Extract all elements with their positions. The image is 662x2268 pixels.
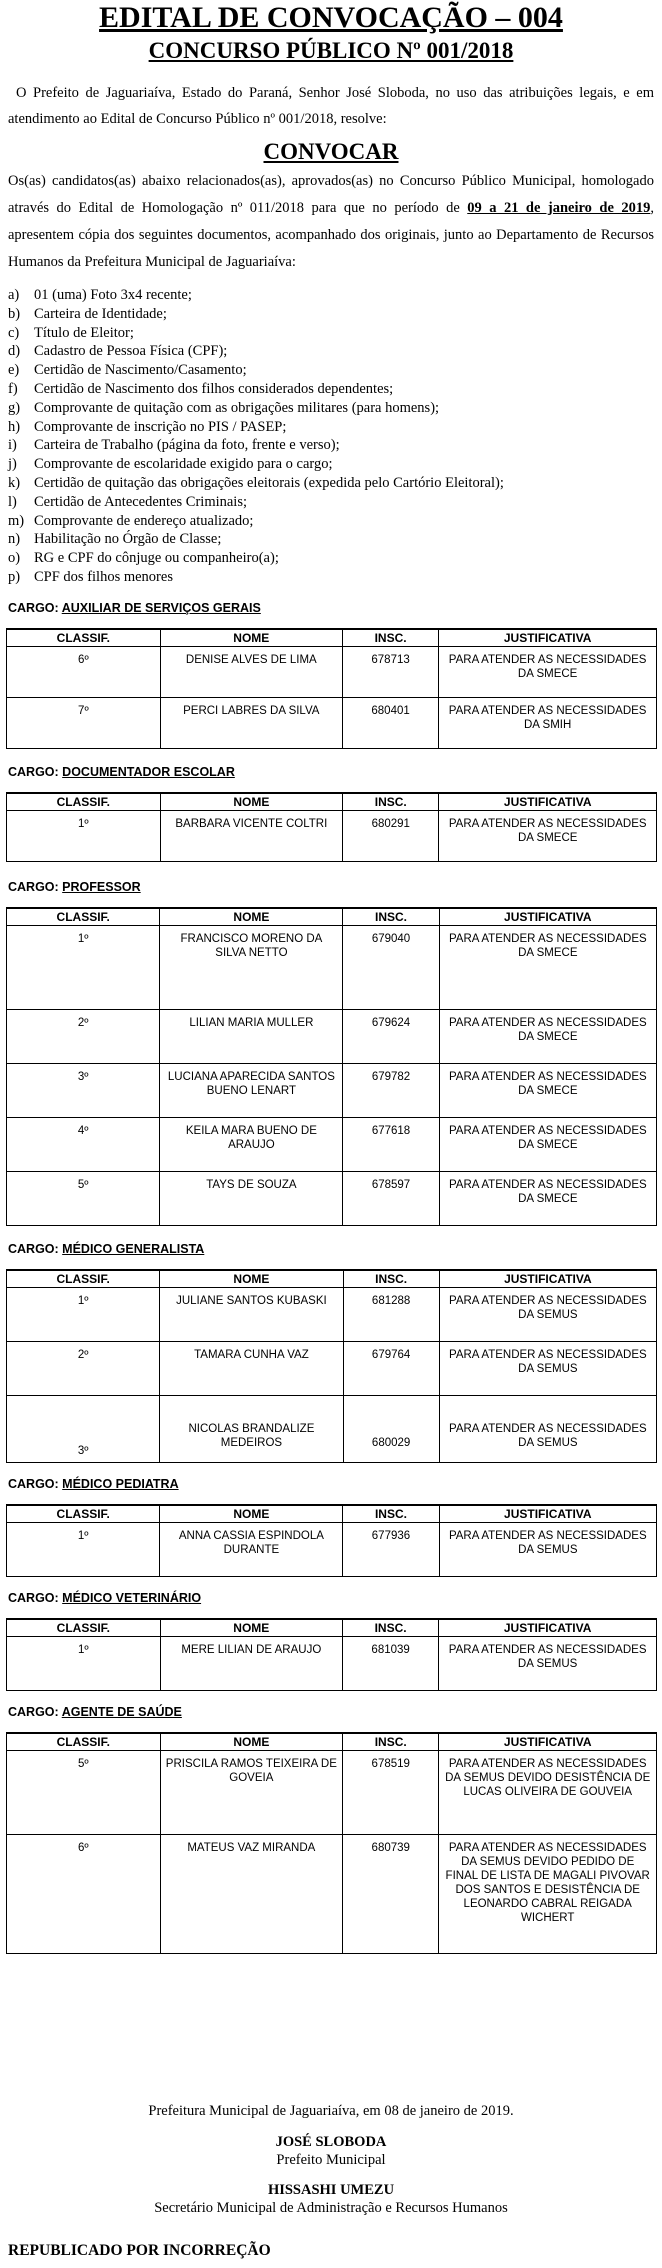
column-header: CLASSIF. <box>7 1505 160 1523</box>
cell-just: PARA ATENDER AS NECESSIDADES DA SMECE <box>439 1117 656 1171</box>
table-row <box>7 1009 657 1063</box>
document-letter: n) <box>8 531 21 548</box>
document-letter: f) <box>8 380 18 397</box>
document-text: 01 (uma) Foto 3x4 recente; <box>34 287 192 303</box>
column-header: JUSTIFICATIVA <box>439 1619 657 1637</box>
column-header: JUSTIFICATIVA <box>439 793 657 811</box>
cell-insc: 679040 <box>343 925 439 1009</box>
document-text: Comprovante de escolaridade exigido para o cargo; <box>34 456 333 473</box>
cell-insc: 677618 <box>343 1117 439 1171</box>
cell-classif: 3º <box>7 1395 160 1462</box>
intro-paragraph: O Prefeito de Jaguariaíva, Estado do Paraná, Senhor José Sloboda, no uso das atribuições legais, e em atendimento ao Edital de Concurso Público nº 001/2018, resolve: <box>8 85 654 127</box>
cell-nome: TAMARA CUNHA VAZ <box>160 1341 343 1395</box>
table-header-row <box>7 1270 657 1288</box>
column-header: CLASSIF. <box>7 1270 160 1288</box>
cell-just: PARA ATENDER AS NECESSIDADES DA SMECE <box>439 925 656 1009</box>
document-letter: c) <box>8 324 20 341</box>
document-letter: d) <box>8 343 21 360</box>
cell-classif: 2º <box>7 1341 160 1395</box>
cell-nome: BARBARA VICENTE COLTRI <box>160 810 343 861</box>
cargo-label <box>8 601 662 615</box>
document-text: Habilitação no Órgão de Classe; <box>34 531 222 548</box>
column-header: JUSTIFICATIVA <box>439 1505 656 1523</box>
cell-just: PARA ATENDER AS NECESSIDADES DA SEMUS <box>439 1395 656 1462</box>
cell-classif: 5º <box>7 1171 160 1225</box>
cell-just: PARA ATENDER AS NECESSIDADES DA SMECE <box>439 1171 656 1225</box>
table-row <box>7 1395 657 1462</box>
cargo-prefix: CARGO: <box>8 879 63 894</box>
cargo-block <box>0 1242 662 1463</box>
column-header: INSC. <box>343 1270 439 1288</box>
cell-just: PARA ATENDER AS NECESSIDADES DA SEMUS DEVIDO PEDIDO DE FINAL DE LISTA DE MAGALI PIVOVAR DOS SANTOS E DESISTÊNCIA DE LEONARDO CABRAL REIGADA WICHERT <box>439 1834 657 1953</box>
document-item <box>8 286 654 305</box>
document-item <box>8 493 654 512</box>
column-header: JUSTIFICATIVA <box>439 908 656 926</box>
document-item <box>8 455 654 474</box>
cell-just: PARA ATENDER AS NECESSIDADES DA SEMUS <box>439 1522 656 1576</box>
table-row <box>7 1171 657 1225</box>
cargo-block <box>0 1477 662 1577</box>
document-item <box>8 512 654 531</box>
cell-nome: NICOLAS BRANDALIZE MEDEIROS <box>160 1395 343 1462</box>
document-letter: l) <box>8 493 17 510</box>
document-text: Comprovante de endereço atualizado; <box>34 512 254 529</box>
cell-just: PARA ATENDER AS NECESSIDADES DA SMIH <box>439 697 657 748</box>
cell-nome: LILIAN MARIA MULLER <box>160 1009 343 1063</box>
table-header-row <box>7 629 657 647</box>
column-header: JUSTIFICATIVA <box>439 1270 656 1288</box>
cell-just: PARA ATENDER AS NECESSIDADES DA SMECE <box>439 1063 656 1117</box>
column-header: INSC. <box>343 1505 439 1523</box>
body-text-1: Os(as) candidatos(as) abaixo relacionados(as), aprovados(as) no Concurso Público Municipal, homologado através do Edital de Homologação nº 011/2018 para que no período de <box>8 173 654 216</box>
cell-just: PARA ATENDER AS NECESSIDADES DA SEMUS <box>439 1341 656 1395</box>
signer2-name: HISSASHI UMEZU <box>267 2182 395 2198</box>
candidates-table <box>6 1732 657 1954</box>
cell-classif: 1º <box>7 1522 160 1576</box>
column-header: NOME <box>160 793 343 811</box>
column-header: NOME <box>160 1505 343 1523</box>
table-row <box>7 810 657 861</box>
document-text: Certidão de Nascimento dos filhos considerados dependentes; <box>34 380 394 397</box>
cargo-name: MÉDICO GENERALISTA <box>62 1241 205 1256</box>
table-row <box>7 1834 657 1953</box>
document-letter: k) <box>8 474 21 491</box>
cell-insc: 680291 <box>343 810 439 861</box>
document-item <box>8 380 654 399</box>
edital-document <box>0 2 662 1954</box>
column-header: NOME <box>160 908 343 926</box>
cargo-label <box>8 1591 662 1605</box>
table-row <box>7 1522 657 1576</box>
cell-just: PARA ATENDER AS NECESSIDADES DA SEMUS <box>439 1636 657 1690</box>
document-title: EDITAL DE CONVOCAÇÃO – 004 <box>99 1 563 34</box>
cell-nome: JULIANE SANTOS KUBASKI <box>160 1287 343 1341</box>
document-letter: m) <box>8 512 25 529</box>
column-header: CLASSIF. <box>7 1733 161 1751</box>
cargo-prefix: CARGO: <box>8 1476 63 1491</box>
cell-just: PARA ATENDER AS NECESSIDADES DA SEMUS DEVIDO DESISTÊNCIA DE LUCAS OLIVEIRA DE GOUVEIA <box>439 1750 657 1834</box>
cell-classif: 1º <box>7 1287 160 1341</box>
cell-classif: 3º <box>7 1063 160 1117</box>
column-header: CLASSIF. <box>7 908 160 926</box>
cell-insc: 681288 <box>343 1287 439 1341</box>
cell-insc: 678597 <box>343 1171 439 1225</box>
document-item <box>8 436 654 455</box>
cell-nome: ANNA CASSIA ESPINDOLA DURANTE <box>160 1522 343 1576</box>
cargo-block <box>0 1705 662 1954</box>
cargo-block <box>0 1591 662 1691</box>
cell-insc: 677936 <box>343 1522 439 1576</box>
document-text: Comprovante de quitação com as obrigações militares (para homens); <box>34 399 440 416</box>
candidates-table <box>6 792 657 862</box>
signer1-name: JOSÉ SLOBODA <box>275 2134 387 2150</box>
candidates-table <box>6 1504 657 1577</box>
candidates-table <box>6 1269 657 1463</box>
cargo-label <box>8 880 662 894</box>
cargo-block <box>0 601 662 749</box>
document-item <box>8 399 654 418</box>
column-header: INSC. <box>342 629 438 647</box>
table-row <box>7 1750 657 1834</box>
table-header-row <box>7 1733 657 1751</box>
table-row <box>7 1117 657 1171</box>
cell-nome: PRISCILA RAMOS TEIXEIRA DE GOVEIA <box>160 1750 342 1834</box>
signer2-role: Secretário Municipal de Administração e Recursos Humanos <box>154 2200 508 2216</box>
document-item <box>8 549 654 568</box>
cell-nome: MATEUS VAZ MIRANDA <box>160 1834 342 1953</box>
document-text: RG e CPF do cônjuge ou companheiro(a); <box>34 550 279 567</box>
documents-list <box>8 286 654 587</box>
document-item <box>8 568 654 587</box>
table-row <box>7 697 657 748</box>
cell-classif: 1º <box>7 810 161 861</box>
column-header: JUSTIFICATIVA <box>439 629 657 647</box>
document-item <box>8 324 654 343</box>
cargo-prefix: CARGO: <box>8 1241 63 1256</box>
convocar-heading: CONVOCAR <box>263 139 399 164</box>
cell-insc: 678519 <box>343 1750 439 1834</box>
document-letter: b) <box>8 305 21 322</box>
footer <box>0 2101 662 2217</box>
cargo-prefix: CARGO: <box>8 764 63 779</box>
cell-insc: 679624 <box>343 1009 439 1063</box>
candidates-table <box>6 907 657 1226</box>
cargo-block <box>0 880 662 1226</box>
cell-nome: LUCIANA APARECIDA SANTOS BUENO LENART <box>160 1063 343 1117</box>
cell-classif: 5º <box>7 1750 161 1834</box>
column-header: NOME <box>160 629 342 647</box>
column-header: JUSTIFICATIVA <box>439 1733 657 1751</box>
cell-classif: 2º <box>7 1009 160 1063</box>
cargo-name: MÉDICO VETERINÁRIO <box>62 1590 202 1605</box>
cargo-prefix: CARGO: <box>8 1590 63 1605</box>
cargo-label <box>8 1705 662 1719</box>
table-header-row <box>7 908 657 926</box>
document-letter: h) <box>8 418 21 435</box>
document-item <box>8 361 654 380</box>
table-header-row <box>7 793 657 811</box>
column-header: INSC. <box>343 793 439 811</box>
cell-nome: PERCI LABRES DA SILVA <box>160 697 342 748</box>
cell-classif: 7º <box>7 697 161 748</box>
body-period: 09 a 21 de janeiro de 2019 <box>467 200 651 216</box>
table-row <box>7 646 657 697</box>
cell-just: PARA ATENDER AS NECESSIDADES DA SEMUS <box>439 1287 656 1341</box>
cargo-name: MÉDICO PEDIATRA <box>62 1476 179 1491</box>
column-header: INSC. <box>342 1619 438 1637</box>
column-header: CLASSIF. <box>7 1619 161 1637</box>
body-text-2: , apresentem cópia dos seguintes documentos, acompanhado dos originais, junto ao Departamento de Recursos Humanos da Prefeitura Municipal de Jaguariaíva: <box>8 200 654 270</box>
table-header-row <box>7 1505 657 1523</box>
document-text: Comprovante de inscrição no PIS / PASEP; <box>34 418 287 435</box>
table-row <box>7 1636 657 1690</box>
document-item <box>8 305 654 324</box>
column-header: CLASSIF. <box>7 793 161 811</box>
cell-classif: 1º <box>7 1636 161 1690</box>
document-letter: g) <box>8 399 21 416</box>
cell-just: PARA ATENDER AS NECESSIDADES DA SMECE <box>439 810 657 861</box>
table-row <box>7 1341 657 1395</box>
cargo-label <box>8 1242 662 1256</box>
cell-nome: DENISE ALVES DE LIMA <box>160 646 342 697</box>
signer1-role: Prefeito Municipal <box>276 2152 386 2168</box>
candidates-table <box>6 628 657 749</box>
cargo-block <box>0 765 662 862</box>
cargo-prefix: CARGO: <box>8 600 62 615</box>
column-header: CLASSIF. <box>7 629 161 647</box>
cargo-name: AUXILIAR DE SERVIÇOS GERAIS <box>61 600 261 615</box>
document-text: Título de Eleitor; <box>34 324 134 341</box>
document-letter: i) <box>8 437 17 454</box>
document-item <box>8 418 654 437</box>
document-letter: a) <box>8 287 20 303</box>
cargo-label <box>8 1477 662 1491</box>
cell-classif: 4º <box>7 1117 160 1171</box>
cell-insc: 679764 <box>343 1341 439 1395</box>
document-text: Certidão de quitação das obrigações eleitorais (expedida pelo Cartório Eleitoral); <box>34 474 504 491</box>
cargo-name: DOCUMENTADOR ESCOLAR <box>62 764 235 779</box>
cell-insc: 678713 <box>342 646 438 697</box>
document-letter: p) <box>8 568 21 585</box>
document-text: Cadastro de Pessoa Física (CPF); <box>34 343 228 360</box>
cargo-prefix: CARGO: <box>8 1704 62 1719</box>
cell-nome: FRANCISCO MORENO DA SILVA NETTO <box>160 925 343 1009</box>
document-item <box>8 530 654 549</box>
table-row <box>7 1287 657 1341</box>
cargo-label <box>8 765 662 779</box>
cell-insc: 679782 <box>343 1063 439 1117</box>
cargos-section <box>0 601 662 1954</box>
column-header: NOME <box>160 1270 343 1288</box>
table-row <box>7 1063 657 1117</box>
table-row <box>7 925 657 1009</box>
cell-nome: TAYS DE SOUZA <box>160 1171 343 1225</box>
document-text: CPF dos filhos menores <box>34 568 173 585</box>
document-subtitle: CONCURSO PÚBLICO Nº 001/2018 <box>148 38 514 63</box>
cell-nome: MERE LILIAN DE ARAUJO <box>160 1636 342 1690</box>
column-header: INSC. <box>343 908 439 926</box>
candidates-table <box>6 1618 657 1691</box>
document-item <box>8 342 654 361</box>
cell-classif: 6º <box>7 1834 161 1953</box>
cell-classif: 1º <box>7 925 160 1009</box>
cargo-name: AGENTE DE SAÚDE <box>61 1704 182 1719</box>
cell-insc: 680029 <box>343 1395 439 1462</box>
document-letter: o) <box>8 550 21 567</box>
column-header: INSC. <box>343 1733 439 1751</box>
cell-insc: 680739 <box>343 1834 439 1953</box>
column-header: NOME <box>160 1733 342 1751</box>
place-date: Prefeitura Municipal de Jaguariaíva, em 08 de janeiro de 2019. <box>148 2103 514 2119</box>
cell-insc: 680401 <box>342 697 438 748</box>
document-text: Carteira de Identidade; <box>34 305 167 322</box>
document-item <box>8 474 654 493</box>
document-text: Certidão de Nascimento/Casamento; <box>34 362 247 379</box>
cell-nome: KEILA MARA BUENO DE ARAUJO <box>160 1117 343 1171</box>
cargo-name: PROFESSOR <box>62 879 141 894</box>
cell-just: PARA ATENDER AS NECESSIDADES DA SMECE <box>439 646 657 697</box>
document-letter: e) <box>8 362 20 379</box>
document-text: Certidão de Antecedentes Criminais; <box>34 493 248 510</box>
cell-just: PARA ATENDER AS NECESSIDADES DA SMECE <box>439 1009 656 1063</box>
cell-classif: 6º <box>7 646 161 697</box>
document-text: Carteira de Trabalho (página da foto, frente e verso); <box>34 437 340 454</box>
republished-notice: REPUBLICADO POR INCORREÇÃO <box>8 2242 271 2259</box>
table-header-row <box>7 1619 657 1637</box>
document-letter: j) <box>8 456 17 473</box>
cell-insc: 681039 <box>342 1636 438 1690</box>
body-paragraph <box>8 168 654 276</box>
column-header: NOME <box>160 1619 342 1637</box>
